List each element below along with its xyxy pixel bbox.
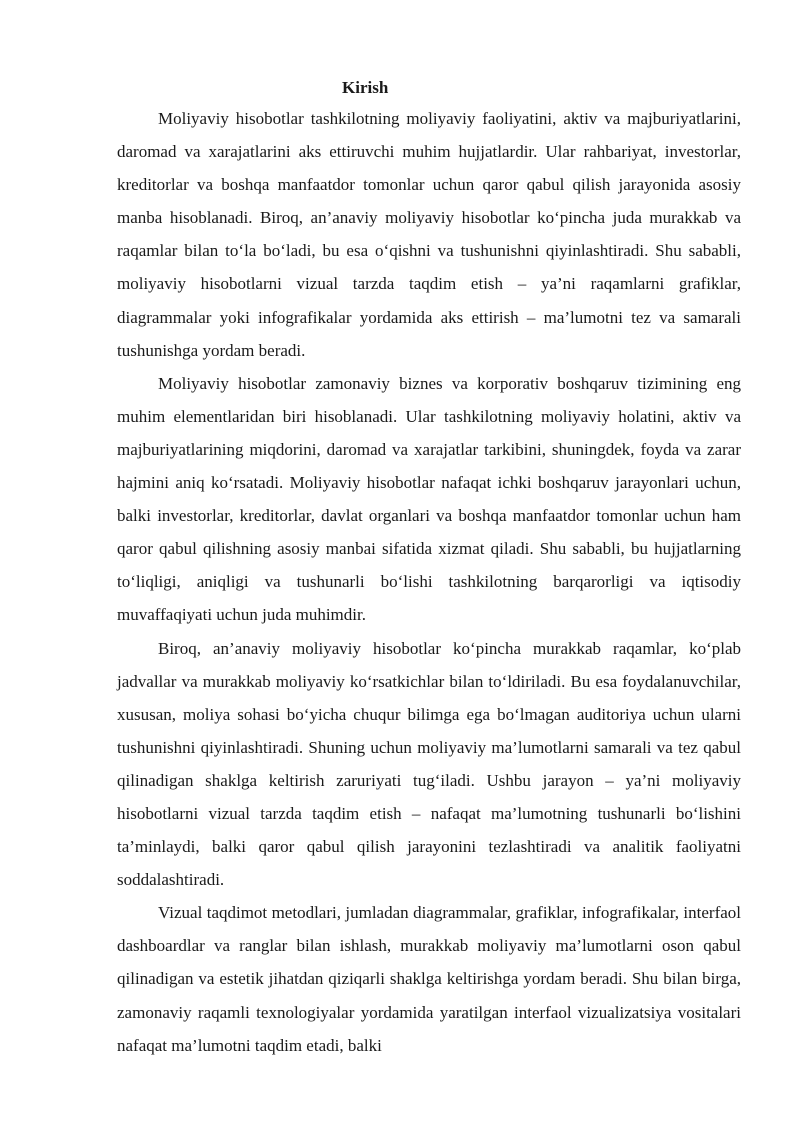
- paragraph-4: Vizual taqdimot metodlari, jumladan diagrammalar, grafiklar, infografikalar, interfaol dashboardlar va ranglar bilan ishlash, murakkab moliyaviy ma’lumotlarni oson qabul qilinadigan va estetik jihatdan qiziqarli shaklga keltirishga yordam beradi. Shu bilan birga, zamonaviy raqamli texnologiyalar yordamida yaratilgan interfaol vizualizatsiya vositalari nafaqat ma’lumotni taqdim etadi, balki: [117, 903, 741, 1055]
- paragraph-3: Biroq, an’anaviy moliyaviy hisobotlar ko‘pincha murakkab raqamlar, ko‘plab jadvallar va murakkab moliyaviy ko‘rsatkichlar bilan to‘ldiriladi. Bu esa foydalanuvchilar, xususan, moliya sohasi bo‘yicha chuqur bilimga ega bo‘lmagan auditoriya uchun ularni tushunishni qiyinlashtiradi. Shuning uchun moliyaviy ma’lumotlarni samarali va tez qabul qilinadigan shaklga keltirish zaruriyati tug‘iladi. Ushbu jarayon – ya’ni moliyaviy hisobotlarni vizual tarzda taqdim etish – nafaqat ma’lumotning tushunarli bo‘lishini ta’minlaydi, balki qaror qabul qilish jarayonini tezlashtiradi va analitik faoliyatni soddalashtiradi.: [117, 638, 741, 890]
- paragraph-1: Moliyaviy hisobotlar tashkilotning moliyaviy faoliyatini, aktiv va majburiyatlarini, daromad va xarajatlarini aks ettiruvchi muhim hujjatlardir. Ular rahbariyat, investorlar, kreditorlar va boshqa manfaatdor tomonlar uchun qaror qabul qilish jarayonida asosiy manba hisoblanadi. Biroq, an’anaviy moliyaviy hisobotlar ko‘pincha juda murakkab va raqamlar bilan to‘la bo‘ladi, bu esa o‘qishni va tushunishni qiyinlashtiradi. Shu sababli, moliyaviy hisobotlarni vizual tarzda taqdim etish – ya’ni raqamlarni grafiklar, diagrammalar yoki infografikalar yordamida aks ettirish – ma’lumotni tez va samarali tushunishga yordam beradi.: [117, 109, 741, 360]
- document-body: [117, 74, 741, 1062]
- section-title: Kirish: [342, 78, 389, 97]
- paragraph-2: Moliyaviy hisobotlar zamonaviy biznes va korporativ boshqaruv tizimining eng muhim elementlaridan biri hisoblanadi. Ular tashkilotning moliyaviy holatini, aktiv va majburiyatlarining miqdorini, daromad va xarajatlar tarkibini, shuningdek, foyda va zarar hajmini aniq ko‘rsatadi. Moliyaviy hisobotlar nafaqat ichki boshqaruv jarayonlari uchun, balki investorlar, kreditorlar, davlat organlari va boshqa manfaatdor tomonlar uchun ham qaror qabul qilishning asosiy manbai sifatida xizmat qiladi. Shu sababli, bu hujjatlarning to‘liqligi, aniqligi va tushunarli bo‘lishi tashkilotning barqarorligi va iqtisodiy muvaffaqiyati uchun juda muhimdir.: [117, 373, 741, 625]
